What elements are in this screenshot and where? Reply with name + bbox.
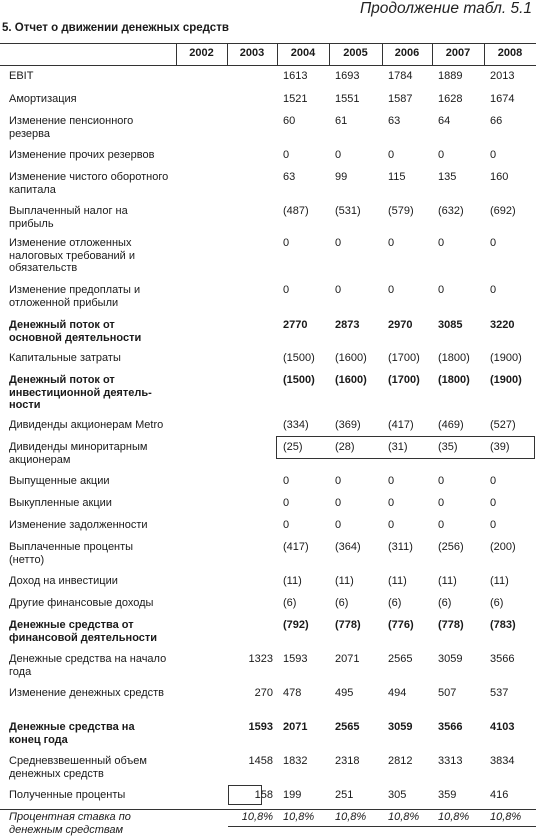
table-cell: 0 xyxy=(283,497,290,509)
table-cell: 2013 xyxy=(490,70,515,82)
table-cell: 115 xyxy=(388,171,406,183)
table-cell: 3313 xyxy=(438,755,463,767)
row-label: Денежный поток от основной деятельности xyxy=(9,319,142,344)
table-cell: 3834 xyxy=(490,755,515,767)
table-cell: (311) xyxy=(388,541,413,553)
continuation-label: Продолжение табл. 5.1 xyxy=(359,0,532,17)
table-cell: 3566 xyxy=(490,653,515,665)
row-label: Изменение денежных средств xyxy=(9,687,165,699)
table-cell: (1600) xyxy=(335,352,367,364)
table-cell: (11) xyxy=(283,575,302,587)
table-cell: 0 xyxy=(283,237,290,249)
table-cell: 0 xyxy=(335,475,342,487)
table-cell: 0 xyxy=(490,149,497,161)
table-cell: (39) xyxy=(490,441,510,453)
table-cell: (417) xyxy=(283,541,309,553)
section-title: 5. Отчет о движении денежных средств xyxy=(2,22,229,34)
table-cell: 10,8% xyxy=(335,811,367,823)
table-cell: (487) xyxy=(283,205,309,217)
table-cell: 0 xyxy=(335,519,342,531)
row-label: Изменение предоплаты и отложенной прибыли xyxy=(9,284,141,309)
table-cell: 0 xyxy=(438,475,445,487)
table-cell: 1784 xyxy=(388,70,413,82)
table-cell: 61 xyxy=(335,115,348,127)
table-cell: 1593 xyxy=(283,653,308,665)
table-cell: 2770 xyxy=(283,319,308,331)
row-label: Полученные проценты xyxy=(9,789,126,801)
table-cell: 416 xyxy=(490,789,509,801)
table-cell: 2071 xyxy=(335,653,360,665)
table-cell: 2565 xyxy=(388,653,413,665)
table-cell: 2565 xyxy=(335,721,360,733)
table-cell: 1628 xyxy=(438,93,463,105)
table-cell: 2318 xyxy=(335,755,360,767)
table-cell: 0 xyxy=(388,237,395,249)
table-cell: 10,8% xyxy=(490,811,522,823)
table-cell: 0 xyxy=(490,519,497,531)
table-cell: 0 xyxy=(490,237,497,249)
table-cell: (1600) xyxy=(335,374,367,386)
table-cell: (1800) xyxy=(438,374,470,386)
row-label: Выкупленные акции xyxy=(9,497,112,509)
table-cell: 2812 xyxy=(388,755,413,767)
table-cell: (531) xyxy=(335,205,361,217)
table-cell: 66 xyxy=(490,115,503,127)
table-cell: 270 xyxy=(254,687,273,699)
row-label: Изменение чистого оборотного капитала xyxy=(9,171,169,196)
table-cell: 2071 xyxy=(283,721,308,733)
table-cell: 0 xyxy=(388,284,395,296)
table-cell: (11) xyxy=(490,575,509,587)
year-header-2002: 2002 xyxy=(189,47,214,59)
year-header-2004: 2004 xyxy=(290,47,316,59)
interest-rate-rule xyxy=(228,826,536,827)
table-cell: 135 xyxy=(438,171,457,183)
table-cell: 158 xyxy=(254,789,273,801)
table-cell: (527) xyxy=(490,419,516,431)
table-cell: (6) xyxy=(335,597,349,609)
row-label: Денежный поток от инвестиционной деятель-ности xyxy=(9,374,152,411)
row-label: Доход на инвестиции xyxy=(9,575,118,587)
table-cell: 0 xyxy=(490,284,497,296)
table-cell: 1674 xyxy=(490,93,515,105)
table-cell: 0 xyxy=(335,237,342,249)
table-cell: (6) xyxy=(438,597,452,609)
table-cell: 1587 xyxy=(388,93,413,105)
row-label: Выпущенные акции xyxy=(9,475,110,487)
row-label: Изменение пенсионного резерва xyxy=(9,115,134,140)
table-cell: (6) xyxy=(490,597,504,609)
table-cell: (579) xyxy=(388,205,414,217)
table-cell: 0 xyxy=(438,497,445,509)
row-label: Изменение прочих резервов xyxy=(9,149,155,161)
row-label: Процентная ставка по денежным средствам xyxy=(9,811,131,836)
table-cell: 60 xyxy=(283,115,296,127)
table-cell: (364) xyxy=(335,541,361,553)
table-cell: 0 xyxy=(283,519,290,531)
row-label: Дивиденды миноритарным акционерам xyxy=(9,441,148,466)
table-cell: (11) xyxy=(388,575,407,587)
table-cell: (1900) xyxy=(490,352,522,364)
table-cell: (792) xyxy=(283,619,309,631)
table-cell: 0 xyxy=(335,284,342,296)
year-header-2008: 2008 xyxy=(497,47,523,59)
table-cell: 0 xyxy=(283,149,290,161)
table-cell: (417) xyxy=(388,419,414,431)
row-label: Выплаченный налог на прибыль xyxy=(9,205,128,230)
table-cell: 10,8% xyxy=(388,811,420,823)
table-cell: (31) xyxy=(388,441,408,453)
table-cell: 3220 xyxy=(490,319,515,331)
table-cell: 64 xyxy=(438,115,451,127)
row-label: Выплаченные проценты (нетто) xyxy=(9,541,134,566)
row-label: Изменение задолженности xyxy=(9,519,148,531)
row-label: Амортизация xyxy=(9,93,77,105)
table-cell: 1832 xyxy=(283,755,308,767)
table-cell: 0 xyxy=(438,284,445,296)
table-cell: (469) xyxy=(438,419,464,431)
table-cell: (35) xyxy=(438,441,458,453)
row-label: Денежные средства от финансовой деятельности xyxy=(9,619,158,644)
table-cell: 537 xyxy=(490,687,509,699)
table-cell: 1323 xyxy=(248,653,273,665)
table-cell: 1551 xyxy=(335,93,360,105)
row-label: Изменение отложенных налоговых требований и обязательств xyxy=(9,237,136,274)
table-cell: 3059 xyxy=(438,653,463,665)
table-cell: 0 xyxy=(490,475,497,487)
table-cell: 3085 xyxy=(438,319,463,331)
table-cell: (28) xyxy=(335,441,355,453)
year-header-2005: 2005 xyxy=(343,47,368,59)
table-cell: 0 xyxy=(388,519,395,531)
row-label: Дивиденды акционерам Metro xyxy=(9,419,164,431)
table-cell: 0 xyxy=(283,284,290,296)
table-cell: 359 xyxy=(438,789,457,801)
table-cell: 0 xyxy=(388,475,395,487)
table-cell: (778) xyxy=(438,619,464,631)
table-cell: 251 xyxy=(335,789,354,801)
table-cell: 63 xyxy=(388,115,401,127)
table-cell: (1700) xyxy=(388,352,420,364)
table-cell: (11) xyxy=(335,575,354,587)
table-cell: (25) xyxy=(283,441,303,453)
row-label: EBIT xyxy=(9,70,34,82)
table-cell: (632) xyxy=(438,205,464,217)
table-cell: (783) xyxy=(490,619,516,631)
table-cell: (11) xyxy=(438,575,457,587)
year-header-2003: 2003 xyxy=(239,47,265,59)
year-header-2006: 2006 xyxy=(394,47,420,59)
table-cell: 199 xyxy=(283,789,302,801)
table-cell: (334) xyxy=(283,419,309,431)
table-cell: 10,8% xyxy=(438,811,470,823)
table-cell: (256) xyxy=(438,541,464,553)
table-cell: (778) xyxy=(335,619,361,631)
table-cell: 1593 xyxy=(248,721,273,733)
year-header-2007: 2007 xyxy=(445,47,471,59)
table-cell: (1900) xyxy=(490,374,522,386)
table-cell: 0 xyxy=(490,497,497,509)
table-cell: 1458 xyxy=(248,755,273,767)
table-cell: 0 xyxy=(438,149,445,161)
table-cell: 0 xyxy=(335,149,342,161)
table-cell: (692) xyxy=(490,205,516,217)
table-cell: (200) xyxy=(490,541,516,553)
row-label: Средневзвешенный объем денежных средств xyxy=(9,755,147,780)
table-cell: 305 xyxy=(388,789,407,801)
table-bottom-rule xyxy=(0,809,536,810)
table-cell: 10,8% xyxy=(283,811,315,823)
table-cell: 0 xyxy=(438,519,445,531)
table-cell: 1521 xyxy=(283,93,308,105)
table-cell: (369) xyxy=(335,419,361,431)
table-cell: 99 xyxy=(335,171,348,183)
table-cell: 0 xyxy=(335,497,342,509)
table-cell: 1613 xyxy=(283,70,308,82)
row-label: Денежные средства на конец года xyxy=(9,721,135,746)
table-cell: (1800) xyxy=(438,352,470,364)
table-cell: 63 xyxy=(283,171,296,183)
row-label: Другие финансовые доходы xyxy=(9,597,154,609)
table-cell: 1889 xyxy=(438,70,463,82)
table-cell: 0 xyxy=(438,237,445,249)
row-label: Денежные средства на начало года xyxy=(9,653,167,678)
table-cell: (1700) xyxy=(388,374,420,386)
table-cell: (1500) xyxy=(283,352,315,364)
table-cell: (776) xyxy=(388,619,414,631)
table-cell: 10,8% xyxy=(241,811,273,823)
table-cell: 0 xyxy=(388,497,395,509)
table-cell: (6) xyxy=(388,597,402,609)
table-cell: 160 xyxy=(490,171,509,183)
table-cell: 2873 xyxy=(335,319,360,331)
table-cell: 1693 xyxy=(335,70,360,82)
table-cell: 4103 xyxy=(490,721,515,733)
table-cell: 494 xyxy=(388,687,407,699)
table-cell: 2970 xyxy=(388,319,413,331)
table-cell: 0 xyxy=(283,475,290,487)
table-cell: 0 xyxy=(388,149,395,161)
table-cell: 3566 xyxy=(438,721,463,733)
table-cell: 495 xyxy=(335,687,354,699)
table-cell: 507 xyxy=(438,687,457,699)
table-cell: (1500) xyxy=(283,374,315,386)
table-cell: (6) xyxy=(283,597,297,609)
table-cell: 3059 xyxy=(388,721,413,733)
row-label: Капитальные затраты xyxy=(9,352,121,364)
table-cell: 478 xyxy=(283,687,302,699)
